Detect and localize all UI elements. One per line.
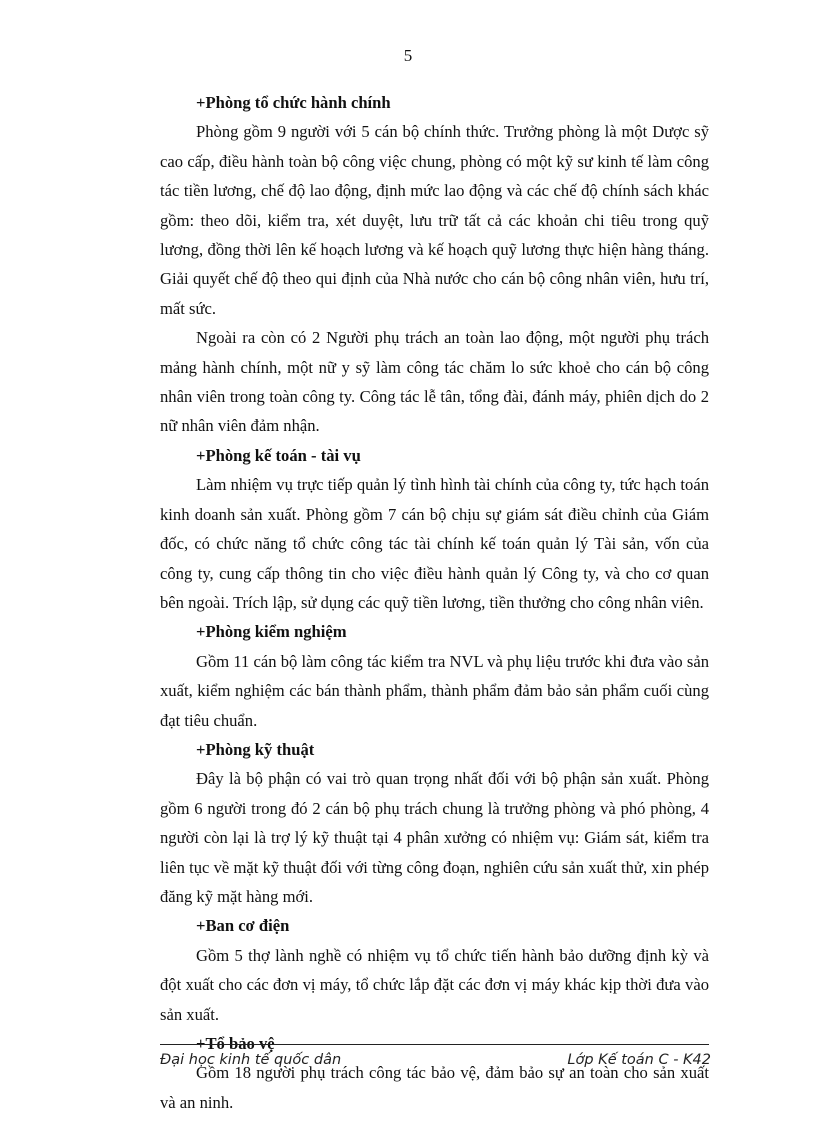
footer-divider xyxy=(160,1044,709,1045)
paragraph: Ngoài ra còn có 2 Người phụ trách an toàn lao động, một người phụ trách mảng hành chính, một nữ y sỹ làm công tác chăm lo sức khoẻ cho cán bộ công nhân viên trong toàn công ty. Công tác lễ tân, tổng đài, đánh máy, phiên dịch do 2 nữ nhân viên đảm nhận. xyxy=(160,328,709,436)
section-heading-ky-thuat: +Phòng kỹ thuật xyxy=(196,739,315,759)
footer-university: Đại học kinh tế quốc dân xyxy=(160,1052,342,1068)
section-heading-to-bao-ve: +Tổ bảo vệ xyxy=(196,1034,275,1053)
paragraph: Gồm 11 cán bộ làm công tác kiểm tra NVL và phụ liệu trước khi đưa vào sản xuất, kiểm nghiệm các bán thành phẩm, thành phẩm đảm bảo sản phẩm cuối cùng đạt tiêu chuẩn. xyxy=(160,651,709,730)
page-content xyxy=(160,88,709,1117)
section-heading-ban-co-dien: +Ban cơ điện xyxy=(196,916,290,936)
paragraph: Đây là bộ phận có vai trò quan trọng nhất đối với bộ phận sản xuất. Phòng gồm 6 người trong đó 2 cán bộ phụ trách chung là trưởng phòng và phó phòng, 4 người còn lại là trợ lý kỹ thuật tại 4 phân xưởng có nhiệm vụ: Giám sát, kiểm tra liên tục về mặt kỹ thuật đối với từng công đoạn, nghiên cứu sản xuất thử, xin phép đăng kỹ mặt hàng mới. xyxy=(160,769,709,906)
paragraph: Phòng gồm 9 người với 5 cán bộ chính thức. Trưởng phòng là một Dược sỹ cao cấp, điều hành toàn bộ công việc chung, phòng có một kỹ sư kinh tế làm công tác tiền lương, chế độ lao động, định mức lao động và các chế độ chính sách khác gồm: theo dõi, kiểm tra, xét duyệt, lưu trữ tất cả các khoản chi tiêu trong quỹ lương, đồng thời lên kế hoạch lương và kế hoạch quỹ lương thực hiện hàng tháng. Giải quyết chế độ theo qui định của Nhà nước cho cán bộ công nhân viên, hưu trí, mất sức. xyxy=(160,122,709,318)
page-number: 5 xyxy=(403,46,413,65)
paragraph: Gồm 18 người phụ trách công tác bảo vệ, đảm bảo sự an toàn cho sản xuất và an ninh. xyxy=(160,1063,709,1112)
paragraph: Làm nhiệm vụ trực tiếp quản lý tình hình tài chính của công ty, tức hạch toán kinh doanh sản xuất. Phòng gồm 7 cán bộ chịu sự giám sát điều chỉnh của Giám đốc, có chức năng tổ chức công tác tài chính kế toán quản lý Tài sản, vốn của công ty, cung cấp thông tin cho việc điều hành quản lý Công ty, và cho cơ quan bên ngoài. Trích lập, sử dụng các quỹ tiền lương, tiền thưởng cho công nhân viên. xyxy=(160,475,709,612)
section-heading-ke-toan-tai-vu: +Phòng kế toán - tài vụ xyxy=(196,445,361,465)
footer-class: Lớp Kế toán C - K42 xyxy=(567,1052,711,1068)
section-heading-to-chuc-hanh-chinh: +Phòng tổ chức hành chính xyxy=(196,93,391,112)
section-heading-kiem-nghiem: +Phòng kiểm nghiệm xyxy=(196,622,347,642)
paragraph: Gồm 5 thợ lành nghề có nhiệm vụ tổ chức tiến hành bảo dưỡng định kỳ và đột xuất cho các đơn vị máy, tổ chức lắp đặt các đơn vị máy khác kịp thời đưa vào sản xuất. xyxy=(160,945,709,1024)
